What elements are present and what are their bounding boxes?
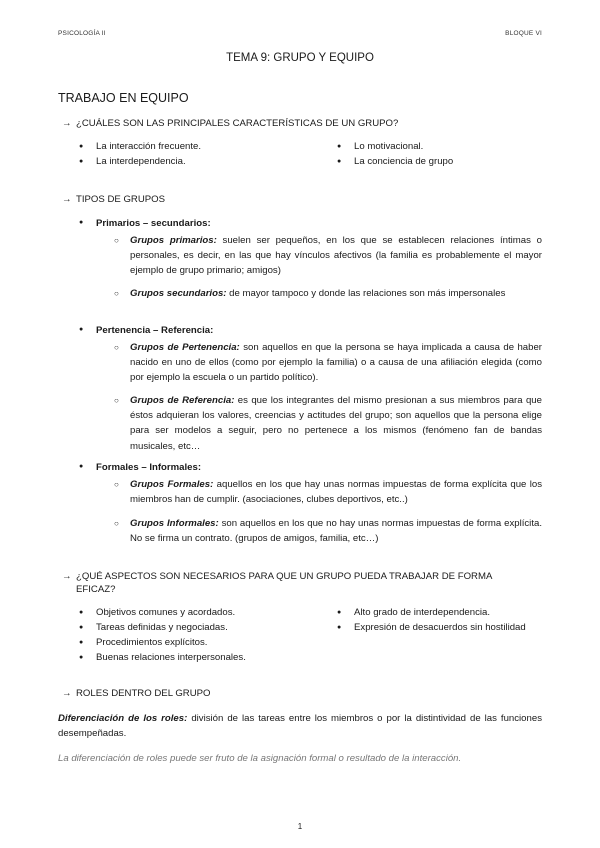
list-item: ● La interacción frecuente. <box>79 139 201 154</box>
subitem-formal-groups <box>114 477 542 507</box>
question-text: TIPOS DE GRUPOS <box>76 194 166 205</box>
question-text: ROLES DENTRO DEL GRUPO <box>76 688 211 699</box>
question-text: ¿CUÁLES SON LAS PRINCIPALES CARACTERÍSTICAS DE UN GRUPO? <box>76 118 399 129</box>
term: Grupos Informales: <box>130 518 219 529</box>
list-item: ● Buenas relaciones interpersonales. <box>79 650 246 665</box>
characteristics-list-right <box>337 139 453 169</box>
term: Grupos Formales: <box>130 479 214 490</box>
page-title: TEMA 9: GRUPO Y EQUIPO <box>226 52 374 64</box>
question-group-types <box>62 194 165 207</box>
arrow-icon: → <box>62 688 72 699</box>
term: Grupos de Referencia: <box>130 395 235 406</box>
section-heading: TRABAJO EN EQUIPO <box>58 91 189 105</box>
list-item: ● Procedimientos explícitos. <box>79 635 246 650</box>
list-item: ● Expresión de desacuerdos sin hostilidad <box>337 620 538 635</box>
header-subject: PSICOLOGÍA II <box>58 30 106 37</box>
term: Diferenciación de los roles: <box>58 713 188 724</box>
question-characteristics <box>62 118 398 131</box>
arrow-icon: → <box>62 571 72 582</box>
arrow-icon: → <box>62 118 72 129</box>
subitem-informal-groups <box>114 516 542 546</box>
term: Grupos secundarios: <box>130 288 227 299</box>
roles-definition <box>58 711 542 741</box>
roles-note: La diferenciación de roles puede ser fruto de la asignación formal o resultado de la interacción. <box>58 753 462 764</box>
term: Grupos primarios: <box>130 235 217 246</box>
definition: son aquellos en que la persona se haya implicada a causa de haber nacido en uno de ellos (como por ejemplo la familia) o a causa de una afiliación elegida (como por ejemplo la escuela o un partido político). <box>130 342 542 384</box>
list-item: ● Objetivos comunes y acordados. <box>79 605 246 620</box>
term: Grupos de Pertenencia: <box>130 342 240 353</box>
question-text-line2: EFICAZ? <box>76 583 116 595</box>
subitem-primary-groups <box>114 233 542 279</box>
characteristics-list-left <box>79 139 201 169</box>
subitem-membership-groups <box>114 340 542 386</box>
definition: de mayor tampoco y donde las relaciones son más impersonales <box>226 288 506 299</box>
aspects-list-right <box>337 605 538 635</box>
list-item: ● Alto grado de interdependencia. <box>337 605 538 620</box>
definition: son aquellos en los que no hay unas normas impuestas de forma explícita. No se firma un contrato. (grupos de amigos, familia, etc…) <box>130 518 542 545</box>
arrow-icon: → <box>62 194 72 205</box>
list-item: ● Tareas definidas y negociadas. <box>79 620 246 635</box>
page-number: 1 <box>297 822 303 831</box>
list-item: ● La interdependencia. <box>79 154 201 169</box>
definition: aquellos en los que hay unas normas impuestas de forma explícita que los miembros han de cumplir. (asociaciones, clubes deportivos, etc..) <box>130 479 542 506</box>
question-roles <box>62 688 211 701</box>
subitem-reference-groups <box>114 393 542 454</box>
definition: suelen ser pequeños, en los que se establecen relaciones íntimas o personales, es decir, en las que hay vínculos afectivos (la familia es probablemente el mayor ejemplo de grupo primario; amigos) <box>130 235 542 277</box>
list-item: ● Lo motivacional. <box>337 139 453 154</box>
question-text-line1: ¿QUÉ ASPECTOS SON NECESARIOS PARA QUE UN GRUPO PUEDA TRABAJAR DE FORMA <box>76 571 493 582</box>
category-formal-informal: ● Formales – Informales: <box>79 462 201 473</box>
subitem-secondary-groups <box>114 286 542 301</box>
category-membership-reference: ● Pertenencia – Referencia: <box>79 325 213 336</box>
definition: división de las tareas entre los miembros o por la distintividad de las funciones desempeñadas. <box>58 713 542 740</box>
list-item: ● La conciencia de grupo <box>337 154 453 169</box>
definition: es que los integrantes del mismo presionan a sus miembros para que éstos adquieran los valores, creencias y actitudes del grupo; son aquellos que la persona elige para ser modelos a seguir, pero no pertenece a los mismos (fenómeno fan de bandas musicales, etc… <box>130 395 542 452</box>
header-block: BLOQUE VI <box>505 30 542 37</box>
question-effective-work <box>62 571 492 596</box>
aspects-list-left <box>79 605 246 665</box>
category-primary-secondary: ● Primarios – secundarios: <box>79 218 211 229</box>
